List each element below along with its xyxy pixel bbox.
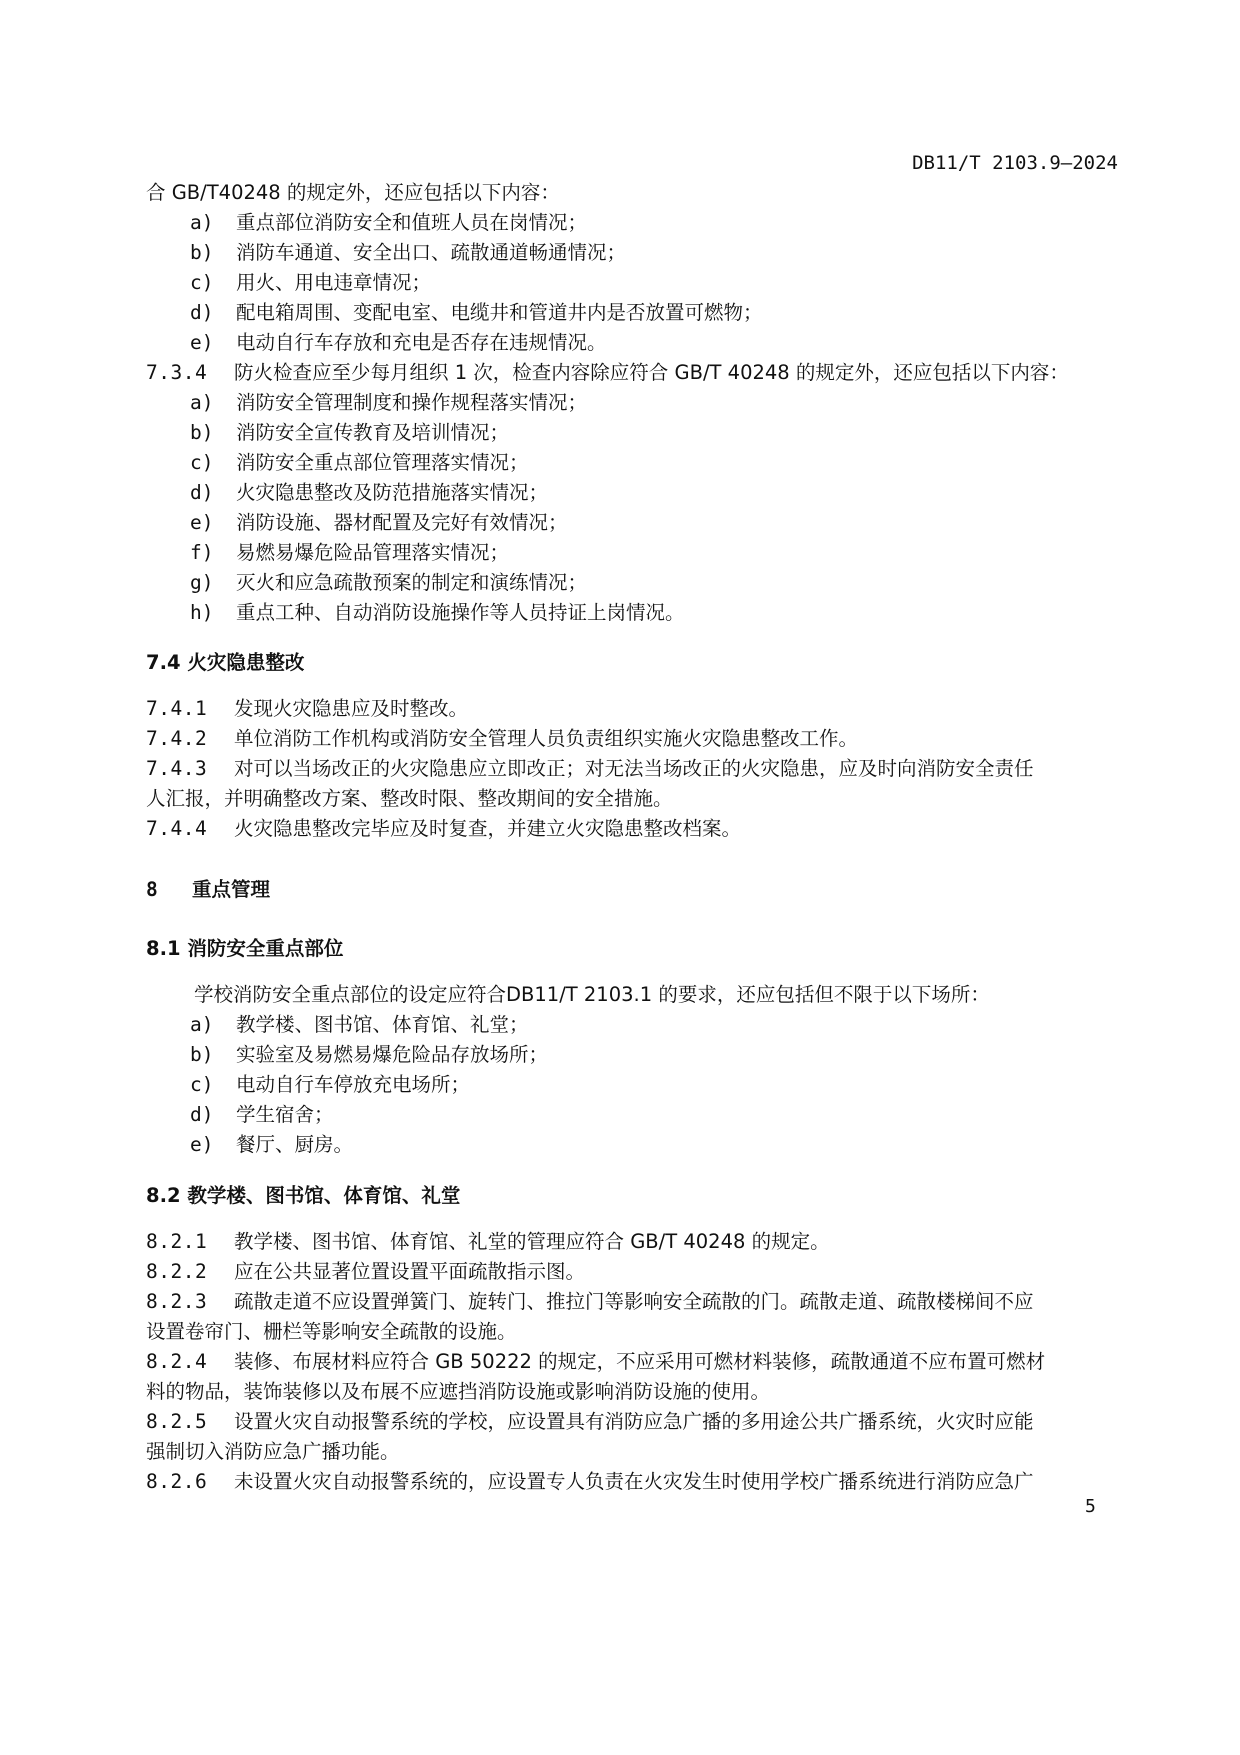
clause-8-2-5 xyxy=(146,1407,1126,1437)
item-text: 教学楼、图书馆、体育馆、礼堂； xyxy=(236,1013,529,1036)
clause-7-4-4 xyxy=(146,814,1126,844)
clause-text: 发现火灾隐患应及时整改。 xyxy=(234,697,469,720)
section-intro: 学校消防安全重点部位的设定应符合DB11/T 2103.1 的要求，还应包括但不限于以下场所： xyxy=(194,983,990,1006)
section-heading-8-2: 8.2 教学楼、图书馆、体育馆、礼堂 xyxy=(146,1184,461,1207)
clause-number: 8.2.3 xyxy=(146,1290,208,1313)
clause-number: 7.4.2 xyxy=(146,727,208,750)
section-heading-7-4: 7.4 火灾隐患整改 xyxy=(146,651,305,674)
item-label: h) xyxy=(190,601,214,624)
clause-number: 8.2.4 xyxy=(146,1350,208,1373)
item-label: g) xyxy=(190,571,214,594)
clause-7-4-1 xyxy=(146,694,1126,724)
item-text: 用火、用电违章情况； xyxy=(236,271,432,294)
clause-text: 教学楼、图书馆、体育馆、礼堂的管理应符合 GB/T 40248 的规定。 xyxy=(234,1230,830,1253)
item-label: c) xyxy=(190,1073,214,1096)
section-heading-8-1: 8.1 消防安全重点部位 xyxy=(146,937,344,960)
item-label: e) xyxy=(190,1133,214,1156)
item-label: c) xyxy=(190,271,214,294)
chapter-number: 8 xyxy=(146,878,158,901)
item-label: b) xyxy=(190,241,214,264)
clause-text: 疏散走道不应设置弹簧门、旋转门、推拉门等影响安全疏散的门。疏散走道、疏散楼梯间不应 xyxy=(234,1290,1034,1313)
clause-8-2-3 xyxy=(146,1287,1126,1317)
clause-number: 8.2.6 xyxy=(146,1470,208,1493)
clause-8-2-2 xyxy=(146,1257,1126,1287)
clause-text: 装修、布展材料应符合 GB 50222 的规定，不应采用可燃材料装修，疏散通道不应布置可燃材 xyxy=(234,1350,1046,1373)
item-text: 学生宿舍； xyxy=(236,1103,334,1126)
continuation-text: 合 GB/T40248 的规定外，还应包括以下内容： xyxy=(146,181,560,204)
page-number: 5 xyxy=(1085,1496,1096,1517)
item-label: b) xyxy=(190,421,214,444)
clause-7-3-4 xyxy=(146,358,1126,388)
item-text: 重点工种、自动消防设施操作等人员持证上岗情况。 xyxy=(236,601,685,624)
item-text: 重点部位消防安全和值班人员在岗情况； xyxy=(236,211,588,234)
item-label: d) xyxy=(190,1103,214,1126)
clause-8-2-6 xyxy=(146,1467,1126,1497)
clause-text: 未设置火灾自动报警系统的，应设置专人负责在火灾发生时使用学校广播系统进行消防应急广 xyxy=(234,1470,1034,1493)
clause-text: 对可以当场改正的火灾隐患应立即改正；对无法当场改正的火灾隐患，应及时向消防安全责任 xyxy=(234,757,1034,780)
clause-7-4-2 xyxy=(146,724,1126,754)
clause-continuation: 强制切入消防应急广播功能。 xyxy=(146,1440,400,1463)
chapter-heading-8 xyxy=(146,875,1126,905)
item-text: 灭火和应急疏散预案的制定和演练情况； xyxy=(236,571,588,594)
clause-8-2-4 xyxy=(146,1347,1126,1377)
clause-number: 8.2.5 xyxy=(146,1410,208,1433)
chapter-title: 重点管理 xyxy=(192,878,271,901)
clause-number: 7.4.4 xyxy=(146,817,208,840)
item-text: 易燃易爆危险品管理落实情况； xyxy=(236,541,510,564)
item-label: e) xyxy=(190,331,214,354)
clause-8-2-1 xyxy=(146,1227,1126,1257)
item-text: 电动自行车停放充电场所； xyxy=(236,1073,471,1096)
item-text: 消防车通道、安全出口、疏散通道畅通情况； xyxy=(236,241,627,264)
clause-number: 7.4.3 xyxy=(146,757,208,780)
item-label: a) xyxy=(190,391,214,414)
clause-number: 7.4.1 xyxy=(146,697,208,720)
item-text: 餐厅、厨房。 xyxy=(236,1133,354,1156)
clause-continuation: 设置卷帘门、栅栏等影响安全疏散的设施。 xyxy=(146,1320,517,1343)
item-text: 配电箱周围、变配电室、电缆井和管道井内是否放置可燃物； xyxy=(236,301,763,324)
document-code: DB11/T 2103.9—2024 xyxy=(912,152,1118,174)
item-text: 消防安全宣传教育及培训情况； xyxy=(236,421,510,444)
item-label: c) xyxy=(190,451,214,474)
item-label: a) xyxy=(190,211,214,234)
clause-number: 7.3.4 xyxy=(146,361,208,384)
item-text: 火灾隐患整改及防范措施落实情况； xyxy=(236,481,549,504)
item-label: f) xyxy=(190,541,214,564)
item-label: e) xyxy=(190,511,214,534)
item-text: 消防安全管理制度和操作规程落实情况； xyxy=(236,391,588,414)
item-label: d) xyxy=(190,481,214,504)
clause-text: 应在公共显著位置设置平面疏散指示图。 xyxy=(234,1260,586,1283)
item-label: b) xyxy=(190,1043,214,1066)
clause-continuation: 人汇报，并明确整改方案、整改时限、整改期间的安全措施。 xyxy=(146,787,673,810)
clause-7-4-3 xyxy=(146,754,1126,784)
clause-text: 防火检查应至少每月组织 1 次，检查内容除应符合 GB/T 40248 的规定外，还应包括以下内容： xyxy=(234,361,1069,384)
clause-text: 火灾隐患整改完毕应及时复查，并建立火灾隐患整改档案。 xyxy=(234,817,742,840)
clause-number: 8.2.1 xyxy=(146,1230,208,1253)
clause-text: 设置火灾自动报警系统的学校，应设置具有消防应急广播的多用途公共广播系统，火灾时应能 xyxy=(234,1410,1034,1433)
clause-continuation: 料的物品，装饰装修以及布展不应遮挡消防设施或影响消防设施的使用。 xyxy=(146,1380,771,1403)
clause-text: 单位消防工作机构或消防安全管理人员负责组织实施火灾隐患整改工作。 xyxy=(234,727,859,750)
item-text: 消防安全重点部位管理落实情况； xyxy=(236,451,529,474)
item-text: 电动自行车存放和充电是否存在违规情况。 xyxy=(236,331,607,354)
item-text: 消防设施、器材配置及完好有效情况； xyxy=(236,511,568,534)
item-text: 实验室及易燃易爆危险品存放场所； xyxy=(236,1043,549,1066)
item-label: a) xyxy=(190,1013,214,1036)
clause-number: 8.2.2 xyxy=(146,1260,208,1283)
item-label: d) xyxy=(190,301,214,324)
